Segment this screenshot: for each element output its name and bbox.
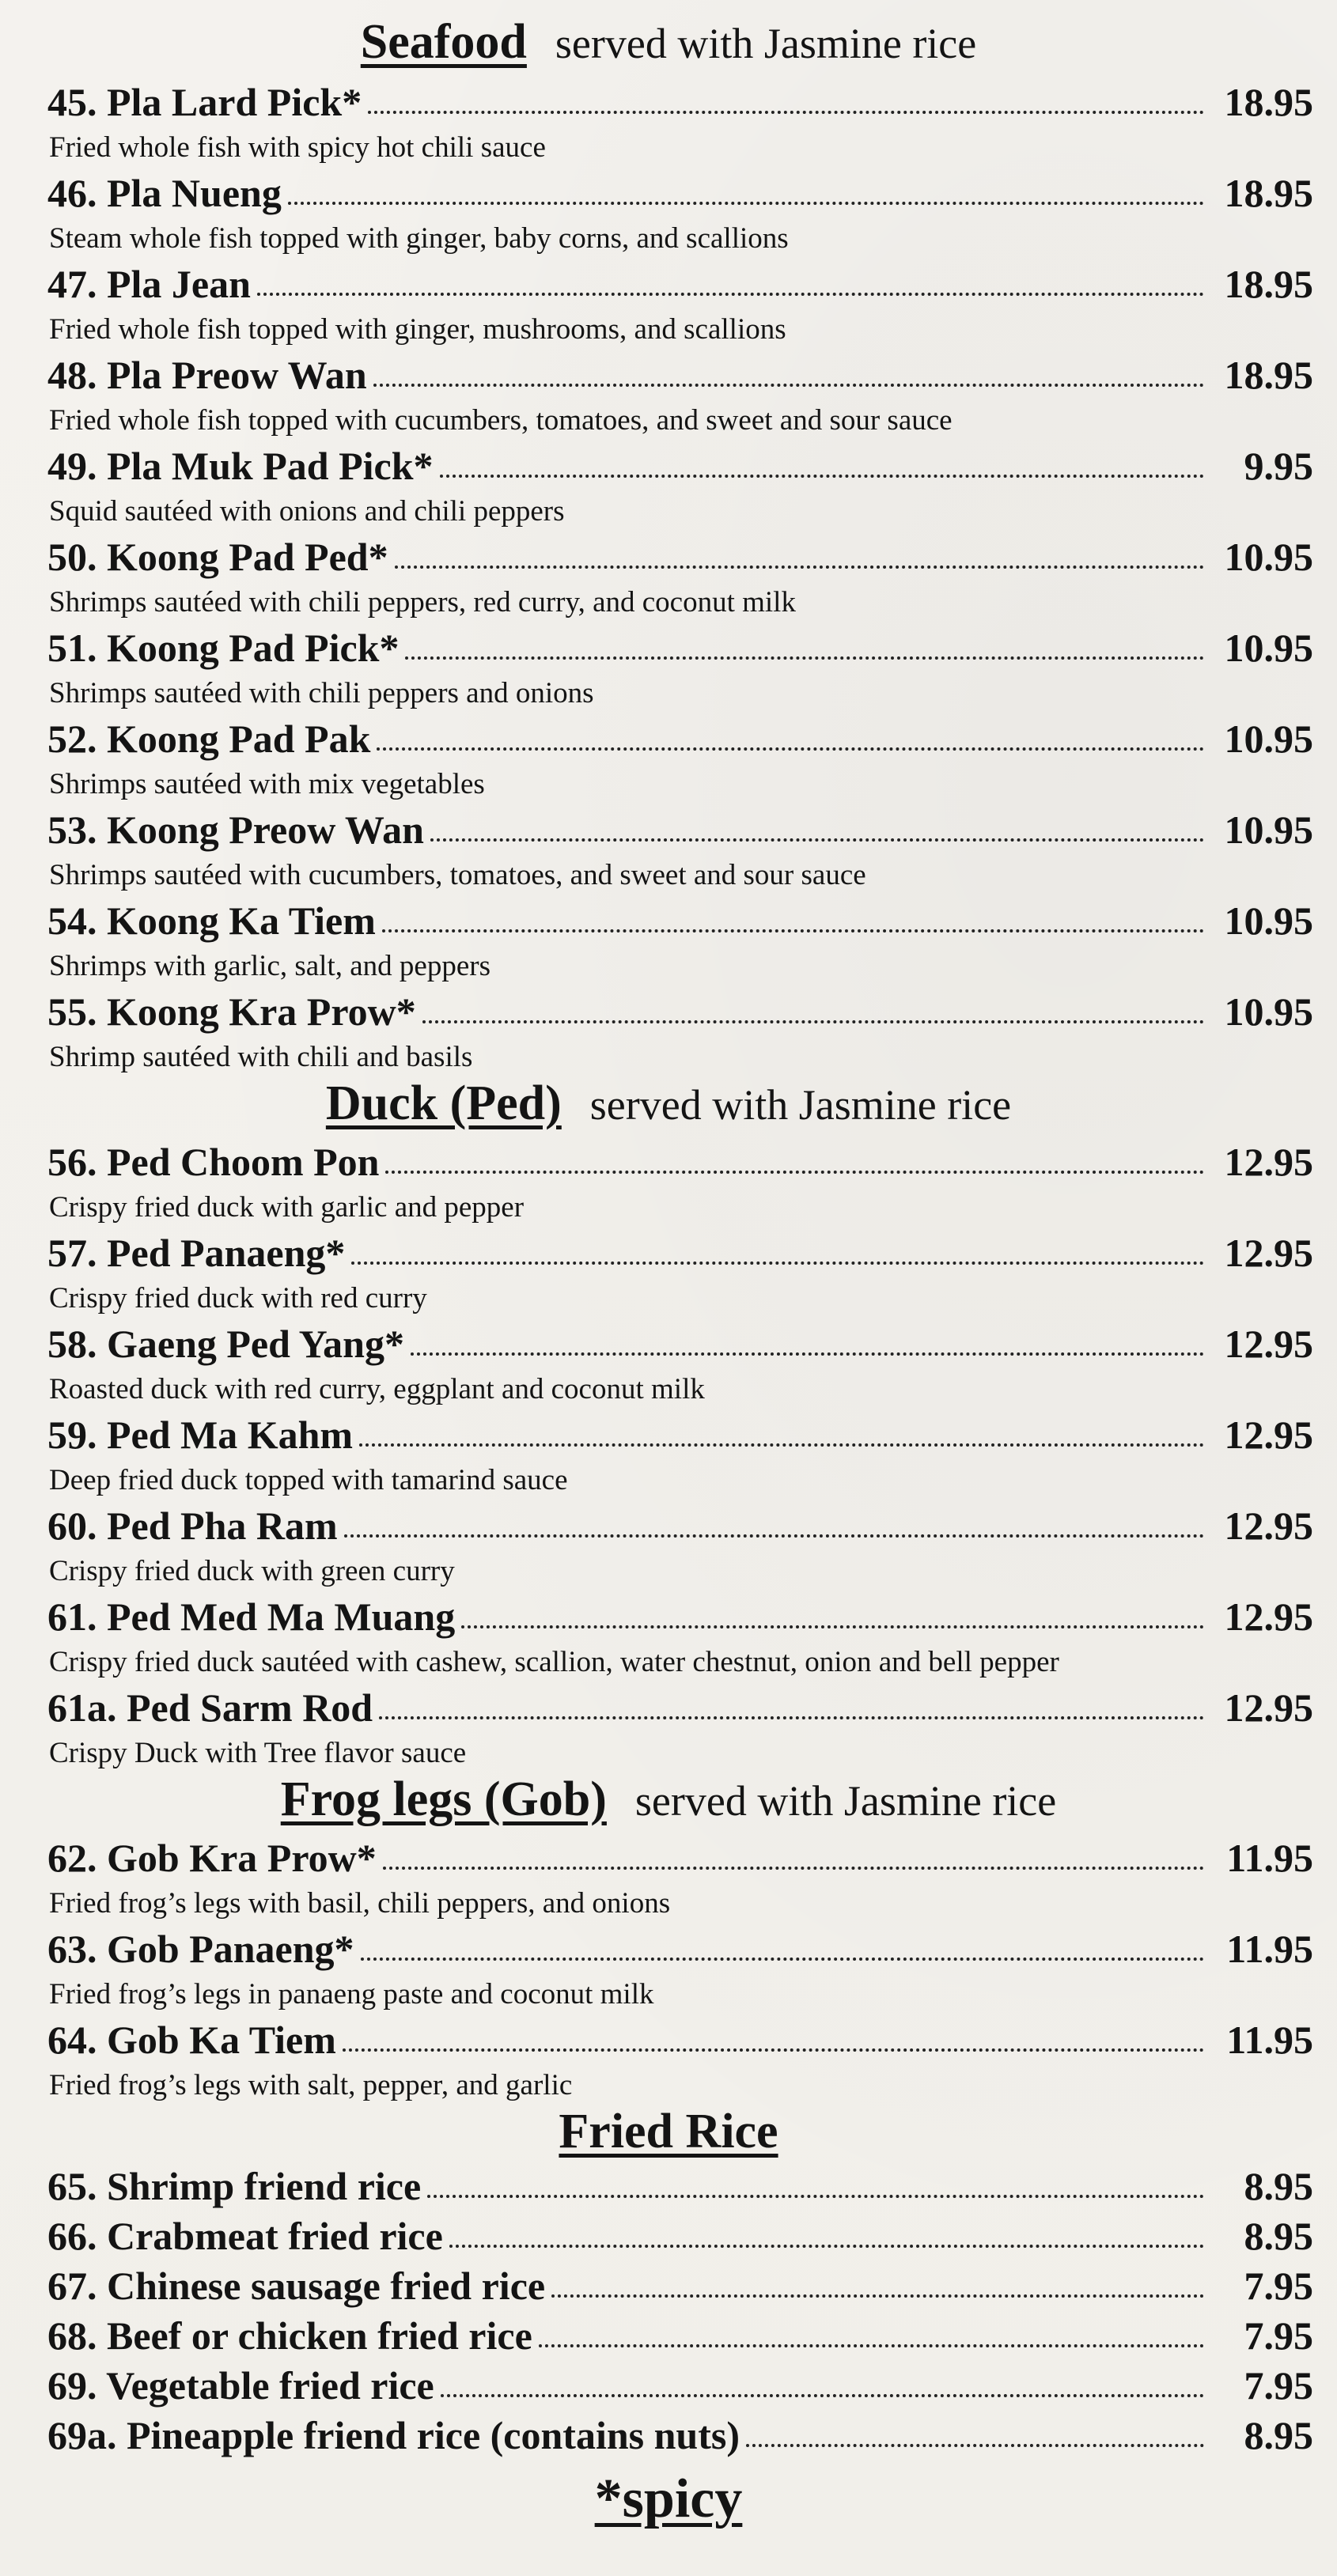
item-price: 18.95 (1224, 171, 1313, 215)
dot-leader (344, 1534, 1204, 1538)
item-name: 66. Crabmeat fried rice (47, 2214, 443, 2258)
item-description: Crispy fried duck sautéed with cashew, scallion, water chestnut, onion and bell pepper (49, 1646, 1059, 1678)
item-price: 10.95 (1224, 989, 1313, 1034)
section-header-seafood (0, 14, 1337, 70)
item-price: 12.95 (1224, 1322, 1313, 1366)
item-price: 10.95 (1224, 898, 1313, 943)
dot-leader (440, 475, 1204, 478)
dot-leader (379, 1716, 1204, 1719)
item-name: 57. Ped Panaeng* (47, 1231, 346, 1275)
item-name: 69a. Pineapple friend rice (contains nuts) (47, 2413, 740, 2457)
section-subtitle: served with Jasmine rice (555, 20, 977, 67)
item-description: Crispy Duck with Tree flavor sauce (49, 1737, 467, 1769)
dot-leader (383, 1867, 1204, 1870)
item-description: Deep fried duck topped with tamarind sauce (49, 1464, 568, 1496)
dot-leader (382, 929, 1204, 932)
item-price: 8.95 (1244, 2164, 1313, 2208)
section-header-duck (0, 1076, 1337, 1132)
dot-leader (551, 2294, 1204, 2298)
item-name: 67. Chinese sausage fried rice (47, 2264, 546, 2308)
dot-leader (746, 2444, 1204, 2447)
dot-leader (257, 293, 1204, 296)
item-description: Fried whole fish topped with ginger, mushrooms, and scallions (49, 313, 786, 346)
item-name: 53. Koong Preow Wan (47, 808, 424, 852)
item-price: 10.95 (1224, 808, 1313, 852)
item-description: Shrimps sautéed with chili peppers and onions (49, 677, 594, 709)
item-price: 8.95 (1244, 2413, 1313, 2457)
dot-leader (351, 1262, 1204, 1265)
item-name: 48. Pla Preow Wan (47, 353, 367, 397)
section-title: Duck (Ped) (325, 1076, 562, 1130)
item-price: 10.95 (1224, 717, 1313, 761)
item-price: 12.95 (1224, 1140, 1313, 1184)
item-name: 63. Gob Panaeng* (47, 1927, 354, 1971)
item-name: 64. Gob Ka Tiem (47, 2018, 336, 2062)
dot-leader (368, 111, 1204, 114)
dot-leader (359, 1443, 1204, 1447)
item-description: Shrimp sautéed with chili and basils (49, 1041, 473, 1073)
item-name: 46. Pla Nueng (47, 171, 282, 215)
item-price: 8.95 (1244, 2214, 1313, 2258)
dot-leader (411, 1352, 1204, 1356)
dot-leader (373, 384, 1204, 387)
item-description: Crispy fried duck with green curry (49, 1555, 455, 1587)
item-name: 55. Koong Kra Prow* (47, 989, 416, 1034)
item-description: Squid sautéed with onions and chili peppers (49, 495, 565, 528)
item-name: 61. Ped Med Ma Muang (47, 1594, 456, 1639)
item-name: 52. Koong Pad Pak (47, 717, 371, 761)
item-price: 7.95 (1244, 2264, 1313, 2308)
item-description: Fried whole fish with spicy hot chili sauce (49, 131, 546, 164)
item-price: 18.95 (1224, 262, 1313, 306)
item-price: 11.95 (1226, 2018, 1313, 2062)
item-description: Fried whole fish topped with cucumbers, tomatoes, and sweet and sour sauce (49, 404, 953, 437)
section-subtitle: served with Jasmine rice (634, 1777, 1057, 1825)
item-price: 12.95 (1224, 1231, 1313, 1275)
item-name: 58. Gaeng Ped Yang* (47, 1322, 404, 1366)
item-price: 11.95 (1226, 1836, 1313, 1880)
item-name: 51. Koong Pad Pick* (47, 626, 400, 670)
dot-leader (539, 2344, 1204, 2347)
item-price: 12.95 (1224, 1504, 1313, 1548)
item-description: Shrimps sautéed with cucumbers, tomatoes, and sweet and sour sauce (49, 859, 866, 891)
item-price: 7.95 (1244, 2363, 1313, 2408)
dot-leader (461, 1625, 1204, 1628)
item-name: 61a. Ped Sarm Rod (47, 1685, 373, 1730)
item-price: 18.95 (1224, 353, 1313, 397)
section-title: Fried Rice (559, 2105, 778, 2158)
item-price: 10.95 (1224, 535, 1313, 579)
item-price: 12.95 (1224, 1413, 1313, 1457)
dot-leader (449, 2245, 1204, 2248)
item-name: 69. Vegetable fried rice (47, 2363, 434, 2408)
dot-leader (377, 747, 1204, 751)
item-description: Crispy fried duck with garlic and pepper (49, 1191, 525, 1224)
dot-leader (361, 1958, 1204, 1961)
item-price: 12.95 (1224, 1594, 1313, 1639)
item-name: 49. Pla Muk Pad Pick* (47, 444, 434, 488)
dot-leader (385, 1171, 1204, 1174)
dot-leader (405, 656, 1204, 660)
dot-leader (395, 566, 1204, 569)
item-description: Roasted duck with red curry, eggplant and coconut milk (49, 1373, 705, 1405)
item-price: 7.95 (1244, 2313, 1313, 2358)
item-name: 45. Pla Lard Pick* (47, 80, 362, 124)
item-price: 18.95 (1224, 80, 1313, 124)
item-name: 59. Ped Ma Kahm (47, 1413, 354, 1457)
item-description: Steam whole fish topped with ginger, baby corns, and scallions (49, 222, 789, 255)
item-price: 9.95 (1244, 444, 1313, 488)
item-price: 12.95 (1224, 1685, 1313, 1730)
item-description: Shrimps sautéed with mix vegetables (49, 768, 485, 800)
section-header-frog-legs (0, 1772, 1337, 1828)
dot-leader (422, 1020, 1204, 1023)
item-price: 11.95 (1226, 1927, 1313, 1971)
item-price: 10.95 (1224, 626, 1313, 670)
dot-leader (288, 202, 1204, 205)
item-description: Fried frog’s legs in panaeng paste and coconut milk (49, 1978, 654, 2010)
item-name: 65. Shrimp friend rice (47, 2164, 422, 2208)
item-description: Fried frog’s legs with salt, pepper, and garlic (49, 2069, 573, 2101)
item-name: 62. Gob Kra Prow* (47, 1836, 377, 1880)
item-description: Shrimps sautéed with chili peppers, red curry, and coconut milk (49, 586, 796, 618)
dot-leader (427, 2195, 1204, 2198)
section-header-fried-rice (0, 2104, 1337, 2160)
item-name: 50. Koong Pad Ped* (47, 535, 388, 579)
item-name: 54. Koong Ka Tiem (47, 898, 376, 943)
item-name: 47. Pla Jean (47, 262, 251, 306)
dot-leader (430, 838, 1204, 842)
spicy-legend: *spicy (594, 2468, 743, 2529)
item-description: Fried frog’s legs with basil, chili peppers, and onions (49, 1887, 671, 1920)
item-name: 68. Beef or chicken fried rice (47, 2313, 532, 2358)
item-description: Crispy fried duck with red curry (49, 1282, 427, 1314)
dot-leader (343, 2048, 1204, 2052)
item-name: 60. Ped Pha Ram (47, 1504, 338, 1548)
dot-leader (441, 2394, 1204, 2397)
section-title: Seafood (360, 15, 527, 69)
section-subtitle: served with Jasmine rice (589, 1081, 1012, 1129)
item-name: 56. Ped Choom Pon (47, 1140, 380, 1184)
section-title: Frog legs (Gob) (280, 1772, 607, 1826)
item-description: Shrimps with garlic, salt, and peppers (49, 950, 490, 982)
